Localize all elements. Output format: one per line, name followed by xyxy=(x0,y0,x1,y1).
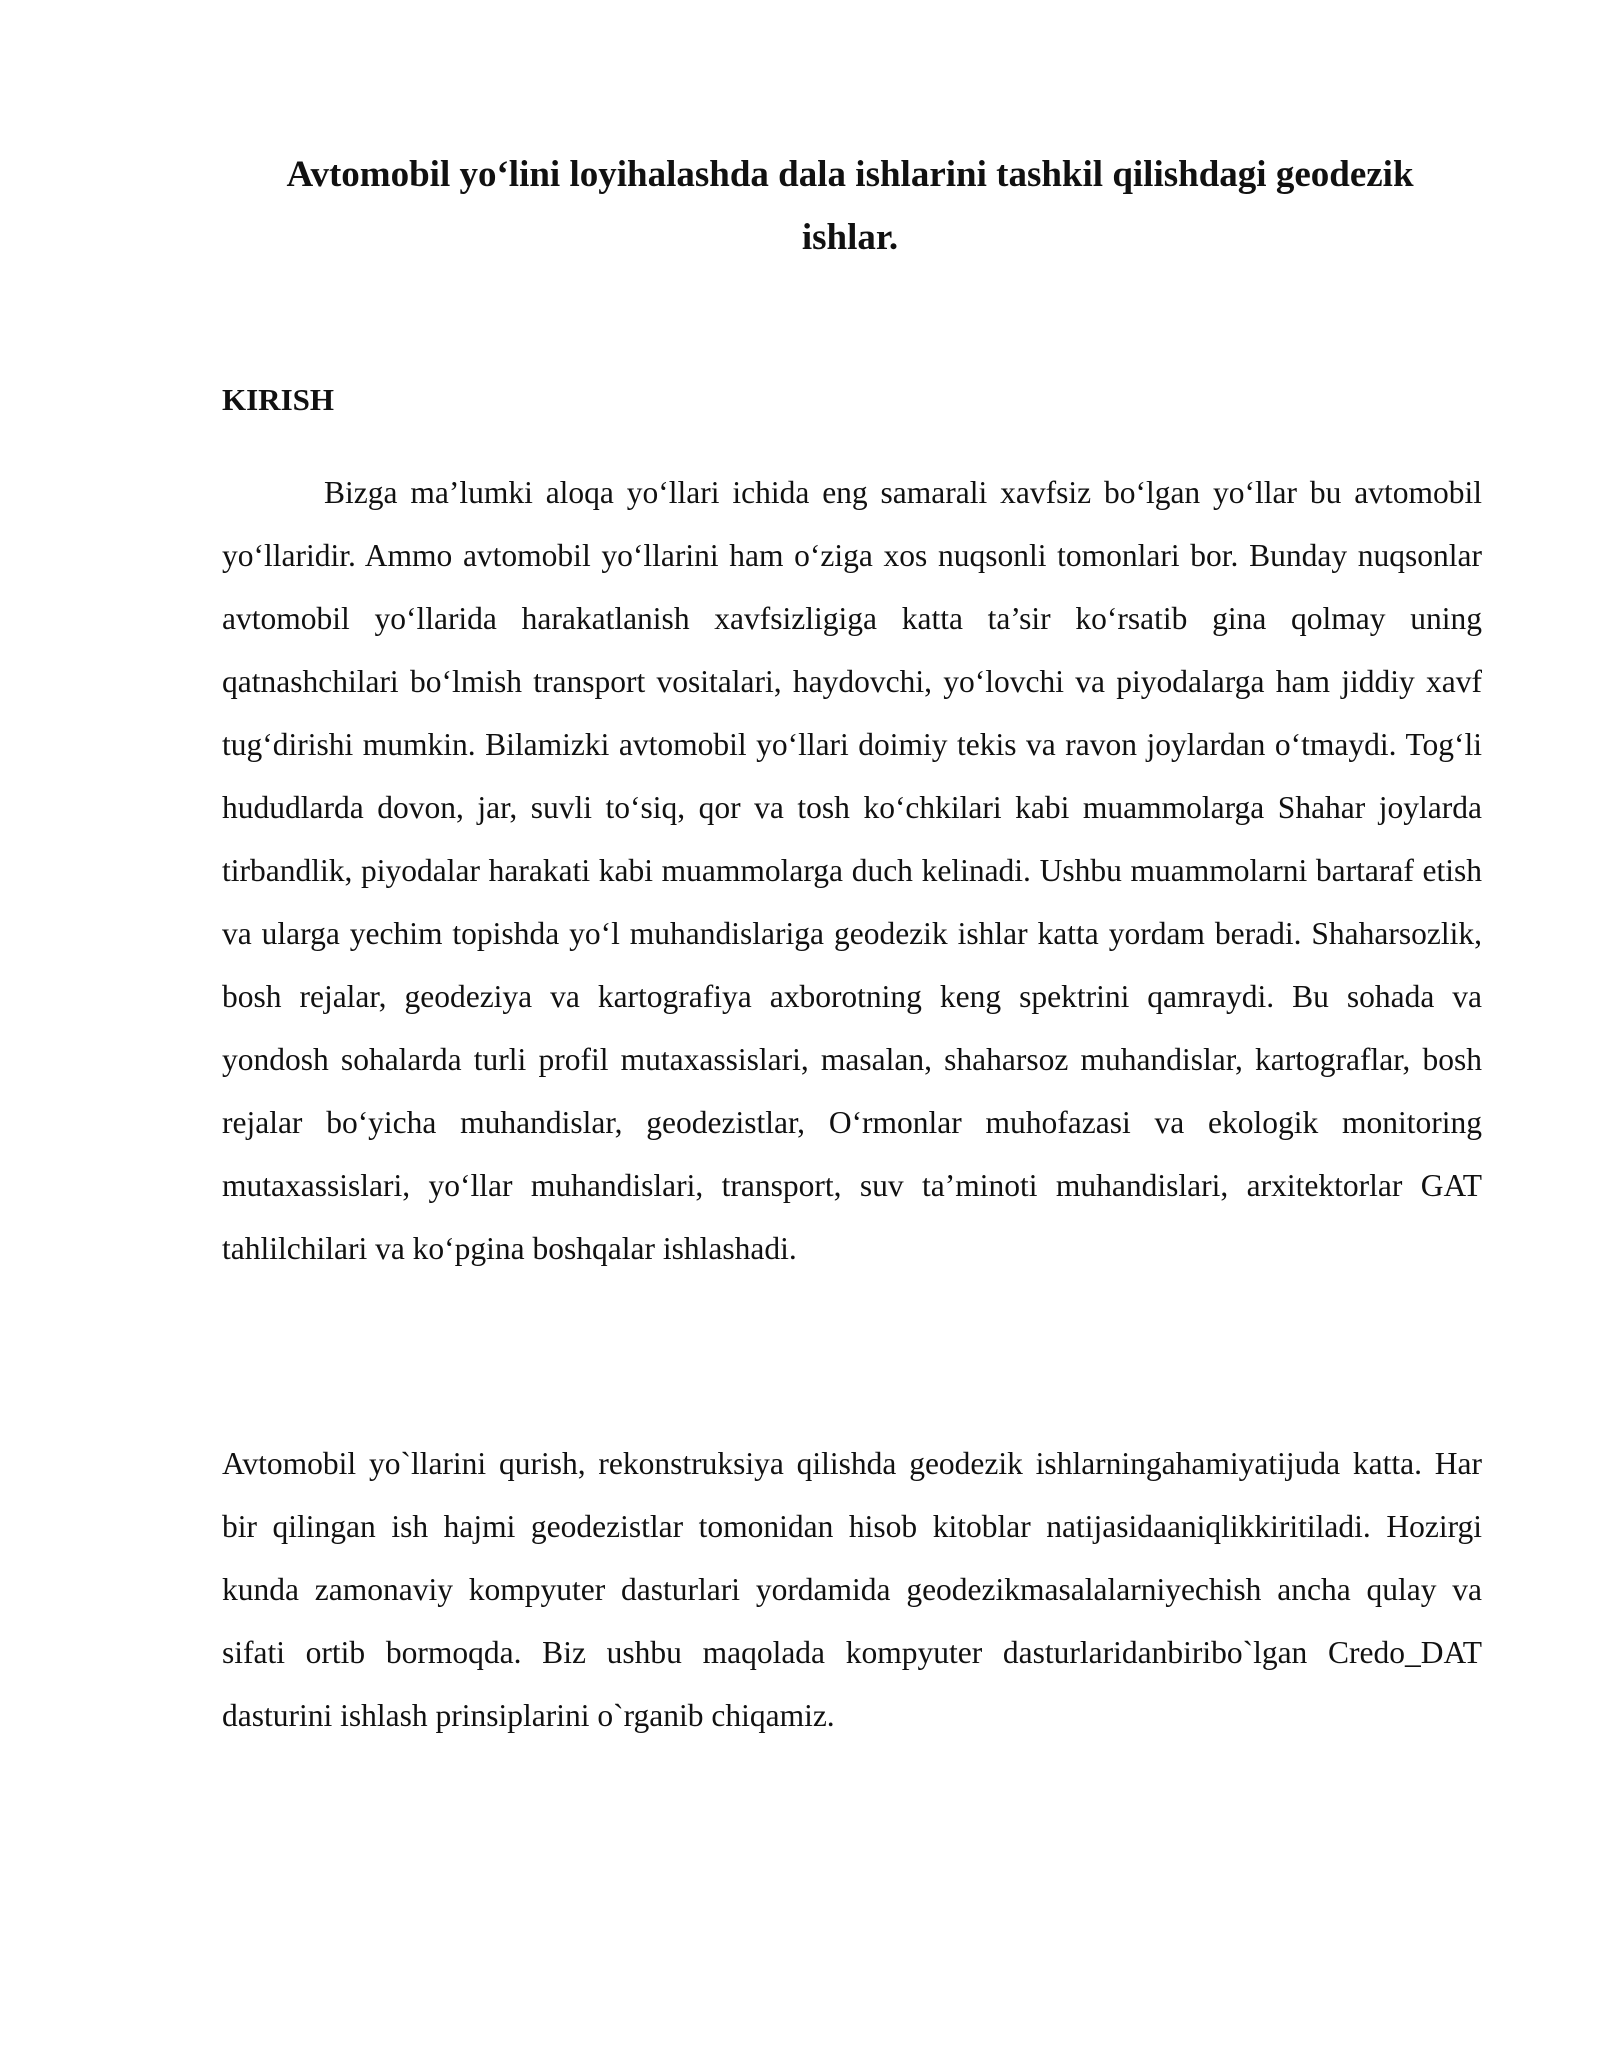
section-heading: KIRISH xyxy=(222,382,334,417)
document-title: Avtomobil yo‘lini loyihalashda dala ishlarini tashkil qilishdagi geodezik ishlar. xyxy=(286,154,1414,258)
paragraph-intro: Bizga ma’lumki aloqa yo‘llari ichida eng samarali xavfsiz bo‘lgan yo‘llar bu avtomobil yo‘llaridir. Ammo avtomobil yo‘llarini ham o‘ziga xos nuqsonli tomonlari bor. Bunday nuqsonlar avtomobil yo‘llarida harakatlanish xavfsizligiga katta ta’sir ko‘rsatib gina qolmay uning qatnashchilari bo‘lmish transport vositalari, haydovchi, yo‘lovchi va piyodalarga ham jiddiy xavf tug‘dirishi mumkin. Bilamizki avtomobil yo‘llari doimiy tekis va ravon joylardan o‘tmaydi. Tog‘li hududlarda dovon, jar, suvli to‘siq, qor va tosh ko‘chkilari kabi muammolarga Shahar joylarda tirbandlik, piyodalar harakati kabi muammolarga duch kelinadi. Ushbu muammolarni bartaraf etish va ularga yechim topishda yo‘l muhandislariga geodezik ishlar katta yordam beradi. Shaharsozlik, bosh rejalar, geodeziya va kartografiya axborotning keng spektrini qamraydi. Bu sohada va yondosh sohalarda turli profil mutaxassislari, masalan, shaharsoz muhandislar, kartograflar, bosh rejalar bo‘yicha muhandislar, geodezistlar, O‘rmonlar muhofazasi va ekologik monitoring mutaxassislari, yo‘llar muhandislari, transport, suv ta’minoti muhandislari, arxitektorlar GAT tahlilchilari va ko‘pgina boshqalar ishlashadi. xyxy=(222,475,1482,1266)
paragraph-credo-dat: Avtomobil yo`llarini qurish, rekonstruksiya qilishda geodezik ishlarningahamiyatijuda katta. Har bir qilingan ish hajmi geodezistlar tomonidan hisob kitoblar natijasidaaniqlikkiritiladi. Hozirgi kunda zamonaviy kompyuter dasturlari yordamida geodezikmasalalarniyechish ancha qulay va sifati ortib bormoqda. Biz ushbu maqolada kompyuter dasturlaridanbiribo`lgan Credo_DAT dasturini ishlash prinsiplarini o`rganib chiqamiz. xyxy=(222,1446,1482,1733)
